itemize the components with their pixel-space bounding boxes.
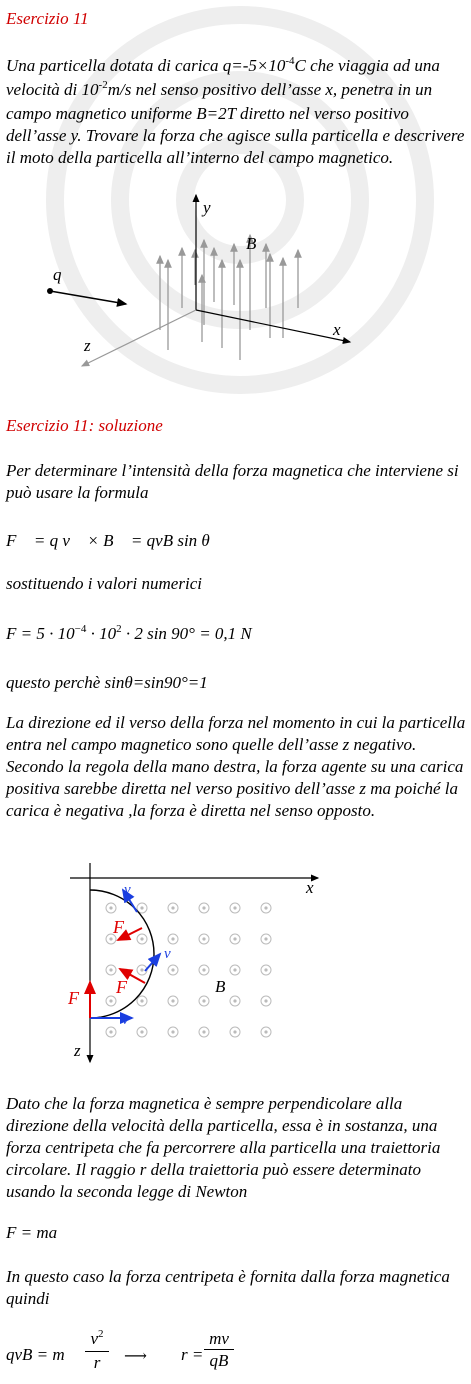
- trajectory-arc: [90, 890, 154, 1018]
- particle-velocity-arrow: [50, 291, 126, 304]
- fig1-b-label: B: [246, 234, 257, 253]
- x-axis: [196, 310, 350, 342]
- formula-numeric: $F = 5 \cdot 10^{-4} \cdot 10^2 \cdot 2$ sin 90° = 0,1 N: [6, 623, 252, 643]
- fraction-qb-denominator: qB: [209, 1351, 229, 1370]
- fraction-v2-denominator: r: [93, 1353, 101, 1372]
- paragraph-1: Per determinare l’intensità della forza magnetica che interviene si può usare la formula: [6, 461, 459, 502]
- fig2-z-label: z: [74, 1041, 81, 1060]
- paragraph-3: questo perchè sinθ=sin90°=1: [6, 673, 208, 692]
- figure-2d-trajectory: [0, 858, 471, 1072]
- solution-title: Esercizio 11: soluzione: [6, 416, 163, 435]
- fraction-v2-numerator: $v^2$: [85, 1329, 109, 1352]
- fig2-f-label-bottom: F: [68, 988, 79, 1008]
- fig2-f-label-middle: F: [116, 977, 127, 997]
- exercise-text: Una particella dotata di carica $q=-5\times 10^{-4}C$ che viaggia ad una velocità di $10^{-2}m/s$ nel senso positivo dell’asse x, penetra in un campo magnetico uniforme B=2T diretto nel verso positivo dell’asse y. Trovare la forza che agisce sulla particella e descrivere il moto della particella all’interno del campo magnetico.: [6, 55, 465, 167]
- fig2-v-label-bottom: v: [122, 1012, 129, 1028]
- field-lines: [160, 235, 298, 360]
- formula-force: F⃗ = q v⃗ × B⃗ = qvB sin θ: [6, 531, 210, 550]
- formula-radius: [6, 1329, 266, 1381]
- paragraph-6: In questo caso la forza centripeta è fornita dalla forza magnetica quindi: [6, 1267, 450, 1308]
- paragraph-5: Dato che la forza magnetica è sempre perpendicolare alla direzione della velocità della particella, essa è in sostanza, una forza centripeta che fa percorrere alla particella una traiettoria circolare. Il raggio r della traiettoria può essere determinato usando la seconda legge di Newton: [6, 1094, 441, 1201]
- paragraph-2: sostituendo i valori numerici: [6, 574, 202, 593]
- z-axis: [82, 310, 196, 366]
- fig1-q-label: q: [53, 265, 62, 284]
- field-dots: [106, 903, 271, 1037]
- paragraph-4: La direzione ed il verso della forza nel momento in cui la particella entra nel campo magnetico sono quelle dell’asse z negativo. Secondo la regola della mano destra, la forza agente su una carica positiva sarebbe diretta nel verso positivo dell’asse z ma poiché la carica è negativa ,la forza è diretta nel senso opposto.: [6, 713, 466, 820]
- formula-radius-rhs: r =: [181, 1345, 204, 1364]
- formula-radius-lhs: qvB = m: [6, 1345, 65, 1364]
- fraction-mv-numerator: mv: [204, 1329, 234, 1350]
- formula-newton: F = ma: [6, 1223, 58, 1242]
- fig1-z-label: z: [84, 336, 91, 355]
- arrow-implies: ⟶: [124, 1348, 147, 1365]
- fig1-x-label: x: [333, 320, 341, 339]
- exercise-title: Esercizio 11: [6, 9, 89, 28]
- fig2-v-label-middle: v: [164, 946, 171, 962]
- fig2-v-label-top: v: [124, 882, 131, 898]
- fig2-b-label: B: [215, 977, 226, 996]
- fig2-x-label: x: [306, 878, 314, 897]
- fraction-mv-qb: [204, 1329, 234, 1372]
- figure-3d-field: [0, 190, 471, 390]
- fig2-f-label-top: F: [113, 917, 124, 937]
- fraction-v2-r: [85, 1329, 109, 1374]
- fig1-y-label: y: [203, 198, 211, 217]
